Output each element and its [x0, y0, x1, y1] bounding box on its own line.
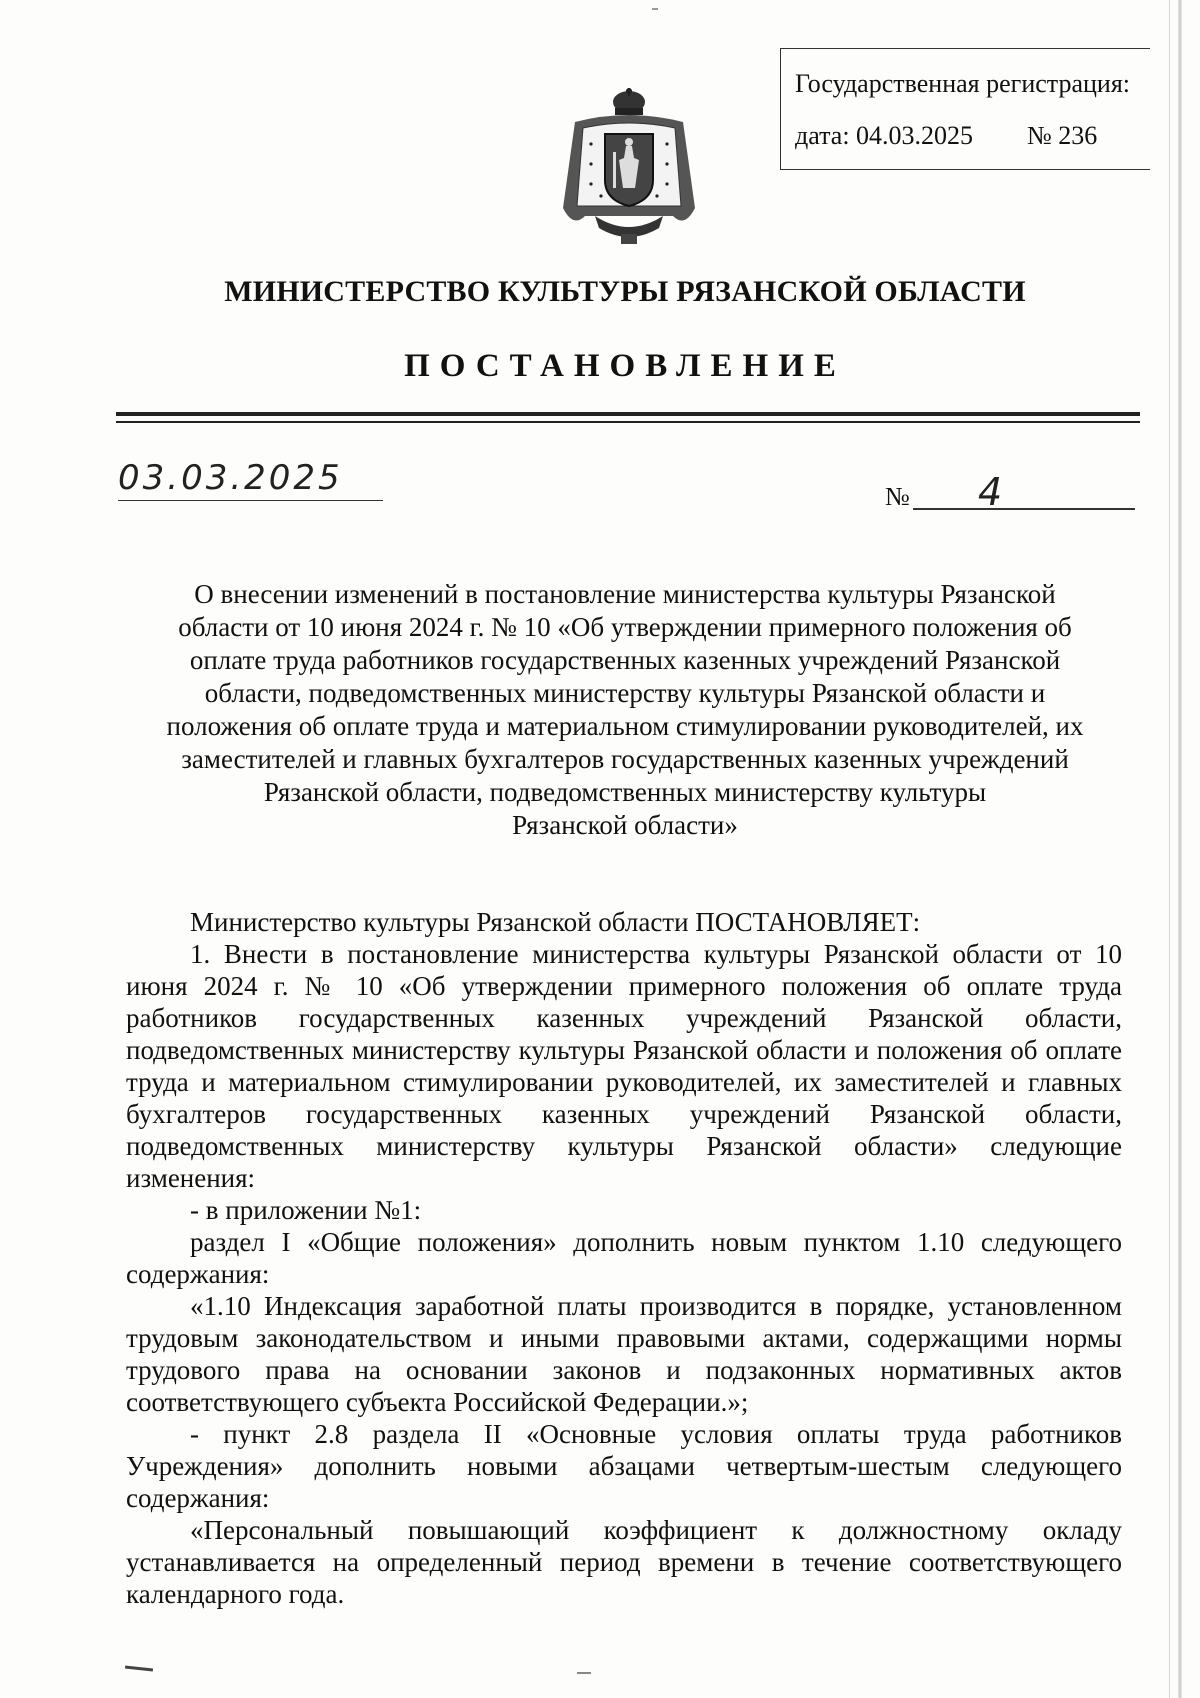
registration-date: дата: 04.03.2025 [795, 121, 974, 150]
document-title [120, 578, 1130, 842]
number-underline [913, 508, 1135, 510]
point-1-10-paragraph: «1.10 Индексация заработной платы производится в порядке, установленном трудовым законодательством и иными правовыми актами, содержащими нормы трудового права на основании законов и подзаконных нормативных актов соответствующего субъекта Российской Федерации.»; [126, 1291, 1122, 1417]
document-body [126, 906, 1122, 1610]
registration-label: Государственная регистрация: [795, 69, 1131, 98]
scan-mark [577, 1672, 591, 1674]
section-1-paragraph: раздел I «Общие положения» дополнить новым пунктом 1.10 следующего содержания: [126, 1227, 1122, 1289]
title-line: положения об оплате труда и материальном стимулировании руководителей, их [166, 711, 1084, 741]
registration-stamp [780, 48, 1150, 170]
crown-icon [613, 88, 645, 115]
title-line: Рязанской области, подведомственных министерству культуры [263, 777, 987, 807]
header-rule-thin [116, 421, 1140, 423]
intro-paragraph: Министерство культуры Рязанской области ПОСТАНОВЛЯЕТ: [190, 907, 921, 937]
handwritten-date: 03.03.2025 [118, 458, 383, 501]
title-line: заместителей и главных бухгалтеров государственных казенных учреждений [181, 744, 1069, 774]
coat-of-arms-icon [555, 88, 703, 248]
registration-number: № 236 [1027, 121, 1098, 150]
shield-icon [605, 134, 653, 206]
document-type: ПОСТАНОВЛЕНИЕ [404, 348, 846, 384]
title-line: О внесении изменений в постановление министерства культуры Рязанской [194, 579, 1056, 609]
header-rule-thick [116, 412, 1140, 416]
coefficient-paragraph: «Персональный повышающий коэффициент к должностному окладу устанавливается на определенный период времени в течение соответствующего календарного года. [126, 1515, 1122, 1609]
scan-edge-line [1169, 0, 1170, 1698]
scan-edge [1178, 0, 1182, 1698]
title-line: Рязанской области» [512, 810, 738, 840]
handwritten-number: 4 [978, 470, 1003, 514]
scan-mark [125, 1666, 153, 1672]
point-2-8-paragraph: - пункт 2.8 раздела II «Основные условия оплаты труда работников Учреждения» дополнить новыми абзацами четвертым-шестым следующего содержания: [126, 1419, 1122, 1513]
appendix-paragraph: - в приложении №1: [190, 1195, 422, 1225]
title-line: области, подведомственных министерству культуры Рязанской области и [204, 678, 1046, 708]
item-1-paragraph: 1. Внести в постановление министерства культуры Рязанской области от 10 июня 2024 г. № 10 «Об утверждении примерного положения об оплате труда работников государственных казенных учреждений Рязанской области, подведомственных министерству культуры Рязанской области и положения об оплате труда и материальном стимулировании руководителей, их заместителей и главных бухгалтеров государственных казенных учреждений Рязанской области, подведомственных министерству культуры Рязанской области» следующие изменения: [126, 939, 1122, 1193]
number-label: № [885, 482, 910, 511]
title-line: области от 10 июня 2024 г. № 10 «Об утверждении примерного положения об [178, 612, 1072, 642]
ministry-name: МИНИСТЕРСТВО КУЛЬТУРЫ РЯЗАНСКОЙ ОБЛАСТИ [224, 275, 1026, 308]
scan-speck [652, 8, 658, 10]
title-line: оплате труда работников государственных казенных учреждений Рязанской [189, 645, 1061, 675]
